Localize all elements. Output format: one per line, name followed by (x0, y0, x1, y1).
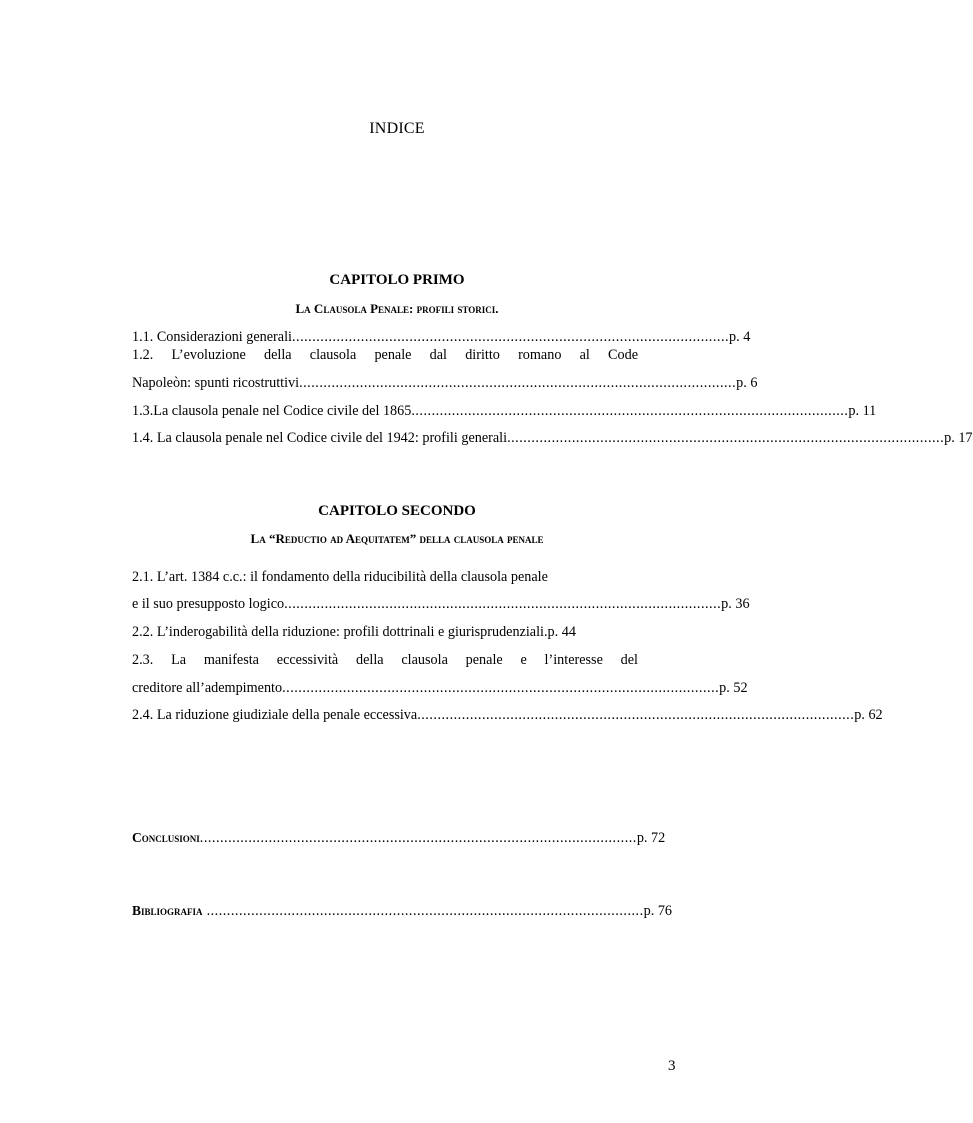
chapter-1-heading: CAPITOLO PRIMO (329, 272, 465, 288)
chapter-1-subtitle: La Clausola Penale: profili storici. (295, 301, 499, 316)
toc-entry-1-2-line2[interactable]: Napoleòn: spunti ricostruttivi ............................................................................................................ p. 6 (132, 375, 758, 391)
toc-entry-1-3[interactable]: 1.3.La clausola penale nel Codice civile del 1865 ............................................................................................................ p. 11 (132, 403, 877, 419)
chapter-2-heading: CAPITOLO SECONDO (318, 503, 476, 519)
dot-leader: ............................................................................................................ (417, 707, 855, 723)
toc-entry-bibliografia[interactable]: Bibliografia ............................................................................................................ p. 76 (132, 903, 672, 919)
dot-leader: ............................................................................................................ (202, 903, 644, 919)
toc-entry-2-3-line2[interactable]: creditore all’adempimento ............................................................................................................ p. 52 (132, 680, 748, 696)
toc-entry-2-4[interactable]: 2.4. La riduzione giudiziale della penale eccessiva ............................................................................................................ p. 62 (132, 707, 883, 723)
toc-entry-1-1[interactable]: 1.1. Considerazioni generali ............................................................................................................ p. 4 (132, 329, 751, 345)
toc-entry-2-2[interactable]: 2.2. L’inderogabilità della riduzione: profili dottrinali e giurisprudenziali. p. 44 (132, 624, 576, 640)
dot-leader: ............................................................................................................ (507, 430, 945, 446)
toc-entry-conclusioni[interactable]: Conclusioni ............................................................................................................ p. 72 (132, 830, 666, 846)
chapter-2-subtitle: La “Reductio ad Aequitatem” della clausola penale (250, 531, 544, 546)
toc-entry-2-1-line1[interactable]: 2.1. L’art. 1384 c.c.: il fondamento della riducibilità della clausola penale (132, 569, 548, 585)
dot-leader: ............................................................................................................ (299, 375, 737, 391)
toc-entry-2-1-line2[interactable]: e il suo presupposto logico ............................................................................................................ p. 36 (132, 596, 750, 612)
dot-leader: ............................................................................................................ (411, 403, 849, 419)
toc-entry-2-3-line1[interactable]: 2.3. La manifesta eccessività della clausola penale e l’interesse del (132, 652, 638, 668)
toc-entry-1-4[interactable]: 1.4. La clausola penale nel Codice civile del 1942: profili generali ............................................................................................................ p. 17 (132, 430, 973, 446)
page-number: 3 (668, 1058, 676, 1074)
dot-leader: ............................................................................................................ (284, 596, 722, 612)
dot-leader: ............................................................................................................ (199, 830, 637, 846)
toc-entry-1-2-line1[interactable]: 1.2. L’evoluzione della clausola penale dal diritto romano al Code (132, 347, 638, 363)
page-title: INDICE (369, 120, 425, 137)
dot-leader: ............................................................................................................ (282, 680, 720, 696)
dot-leader: ............................................................................................................ (291, 329, 730, 345)
